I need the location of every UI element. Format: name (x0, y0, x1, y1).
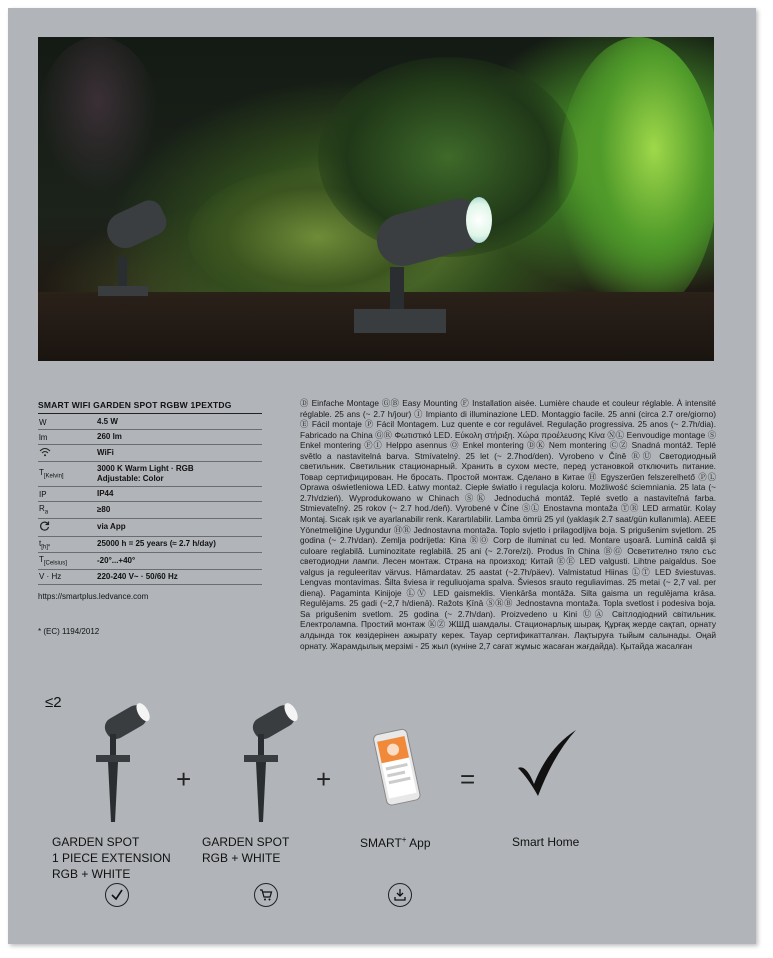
spec-value: via App (97, 522, 126, 532)
download-circle-icon[interactable] (388, 883, 412, 907)
checkmark-icon (514, 728, 580, 798)
spec-key: T (39, 468, 44, 478)
spec-value: 4.5 W (97, 417, 118, 426)
spec-value: 220-240 V~ · 50/60 Hz (97, 571, 178, 581)
spec-row-lumen (38, 430, 262, 445)
spec-key: T (39, 555, 44, 565)
spec-key-sub: [h]* (41, 544, 51, 551)
spec-key-sub: [Celsius] (43, 560, 67, 567)
label-garden-spot: GARDEN SPOT RGB + WHITE (202, 835, 290, 865)
spec-row-app (38, 519, 262, 537)
spec-row-voltage (38, 570, 262, 585)
spec-value: 3000 K Warm Light · RGB (97, 464, 194, 473)
spec-key-sub: [Kelvin] (43, 473, 64, 480)
app-refresh-icon (39, 521, 50, 532)
wifi-icon (39, 447, 51, 457)
spec-row-lifetime (38, 537, 262, 554)
cart-circle-icon[interactable] (254, 883, 278, 907)
spec-key: t (39, 538, 42, 548)
spec-key: IP (39, 489, 47, 499)
plus-sign: + (176, 764, 192, 794)
label-smart-home: Smart Home (512, 835, 580, 849)
garden-spot-small (101, 196, 171, 254)
check-circle-icon[interactable] (105, 883, 129, 907)
garden-spot-image (236, 700, 304, 826)
spec-key: W (39, 417, 47, 427)
spec-row-power (38, 415, 262, 430)
lamp-light (466, 197, 492, 243)
label-smart-app: SMART+ App (360, 835, 431, 850)
spec-row-cri (38, 502, 262, 519)
spec-key: V · Hz (39, 572, 62, 582)
spec-key: R (39, 504, 45, 513)
spec-value: 25000 h = 25 years (≈ 2.7 h/day) (97, 539, 216, 549)
multilingual-description: Ⓓ Einfache Montage ⒼⒷ Easy Mounting Ⓕ Installation aisée. Lumière chaude et couleur réglable. À intensité réglable. 25 ans (~ 2.7 h/jour) Ⓘ Impianto di illuminazione LED. Montaggio facile. 25 anni (circa 2.7 ore/giorno) Ⓔ Fácil montaje Ⓟ Fácil Montagem. Luz quente e cor regulável. Regulação progressiva. 25 anos (~ 2.7h/dia). Fabricado na China ⒼⓇ Φωτιστικό LED. Εύκολη στήριξη. Χώρα προέλευσης Κίνα ⓃⓁ Eenvoudige montage Ⓢ Enkel montering ⒻⒾ Helppo asennus Ⓞ Enkel montering ⒹⓀ Nem montering ⒸⓏ Snadná montáž. Teplé světlo a nastavitelná barva. Stmívatelný. 25 let (~ 2.7hod/den). Vyrobeno v Číně ⓇⓊ Светодиодный светильник. Светильник стационарный. Хранить в сухом месте, перед установкой отключить питание. Товар сертифицирован. Не бросать. Простой монтаж. Сделано в Китае Ⓗ Egyszerűen felszerelhető ⓅⓁ Oprawa oświetleniowa LED. Łatwy montaż. Ciepłe światło i regulacja koloru. Możliwość ściemniania. 25 lata (~ 2.7h/dzień). Wyprodukowano w Chinach ⓈⓀ Jednoduchá montáž. Teplé svetlo a nastaviteľná farba. Stmievateľný. 25 rokov (~ 2.7 hod./deň). Vyrobené v Číne ⓈⓁ Enostavna montaža ⓉⓇ LED armatür. Kolay Montaj. Sıcak ışık ve ayarlanabilir renk. Karartılabilir. Lamba ömrü 25 yıl (yaklaşık 2.7 saat/gün kullanımla). AEEE Yönetmeliğine Uygundur ⒽⓇ Jednostavna montaža. Toplo svjetlo i prilagodljiva boja. S prigušenim svjetlom. 25 godina (~ 2.7h/dan). Zemlja podrijetla: Kina ⓇⓄ Corp de iluminat cu led. Montare uşoară. Lumină caldă şi culoare reglabilă. Luminozitate reglabilă. 25 ani (~ 2.7ore/zi). Produs în China ⒷⒼ Осветително тяло със светодиодни лампи. Лесен монтаж. Страна на произход: Китай ⒺⒺ LED valgusti. Lihtne paigaldus. Soe valgus ja reguleeritav värvus. Hämardatav. 25 aastat (~2.7h/päev). Valmistatud Hiinas ⓁⓉ LED šviestuvas. Lengvas montavimas. Šilta šviesa ir reguliuojama spalva. Šviesos srauto reguliavimas. 25 metai (~ 2,7 val. per dieną). Pagaminta Kinijoje ⓁⓋ LED gaismeklis. Vienkārša montāža. Silta gaisma un regulējama krāsa. Regulējams. 25 gadi (~2,7 h/dienā). Ražots Ķīnā ⓈⓇⒷ Jednostavna montaža. Topla svetlost i podesiva boja. Sa prigušenim svetlom. 25 godina (~ 2.7h/dan). Proizvedeno u Kini ⓊⒶ Світлодіодний світильник. Електролампа. Простий монтаж ⓀⓏ ЖШД шамдалы. Стационарлық шырақ. Құрғақ жерде сақтап, орнату алдында ток көзідерінен ажырату керек. Тауар сертификатталған. Лақтыруға тыйым салынады. Оңай орнату. Жарамдылық мерзімі - 25 жыл (күніне 2,7 сағат жұмыс жасаған жағдайда). Қытайда жасалған (300, 398, 716, 651)
equals-sign: = (460, 764, 476, 794)
spec-value-2: Adjustable: Color (97, 474, 164, 483)
spec-key: lm (39, 432, 48, 442)
quantity-label: ≤2 (45, 694, 62, 711)
hero-photo (38, 37, 714, 361)
spec-value: -20°...+40° (97, 555, 136, 565)
spec-title: SMART WIFI GARDEN SPOT RGBW 1PEXTDG (38, 400, 262, 414)
label-garden-spot-extension: GARDEN SPOT 1 PIECE EXTENSION RGB + WHITE (52, 835, 171, 881)
plus-sign: + (316, 764, 332, 794)
spec-row-wifi (38, 445, 262, 462)
spec-value: ≥80 (97, 504, 111, 514)
spec-table (38, 415, 262, 585)
spec-value: WiFi (97, 448, 114, 457)
spec-url: https://smartplus.ledvance.com (38, 592, 149, 601)
footnote: * (EC) 1194/2012 (38, 627, 100, 636)
spec-value: 260 lm (97, 432, 122, 441)
spec-row-ip (38, 487, 262, 502)
smartphone-app-image (372, 727, 424, 809)
spec-row-color-temp (38, 462, 262, 487)
spec-key-sub: a (44, 509, 49, 516)
garden-spot-extension-image (88, 700, 156, 826)
spec-row-temp-range (38, 553, 262, 570)
spec-value: IP44 (97, 489, 114, 498)
